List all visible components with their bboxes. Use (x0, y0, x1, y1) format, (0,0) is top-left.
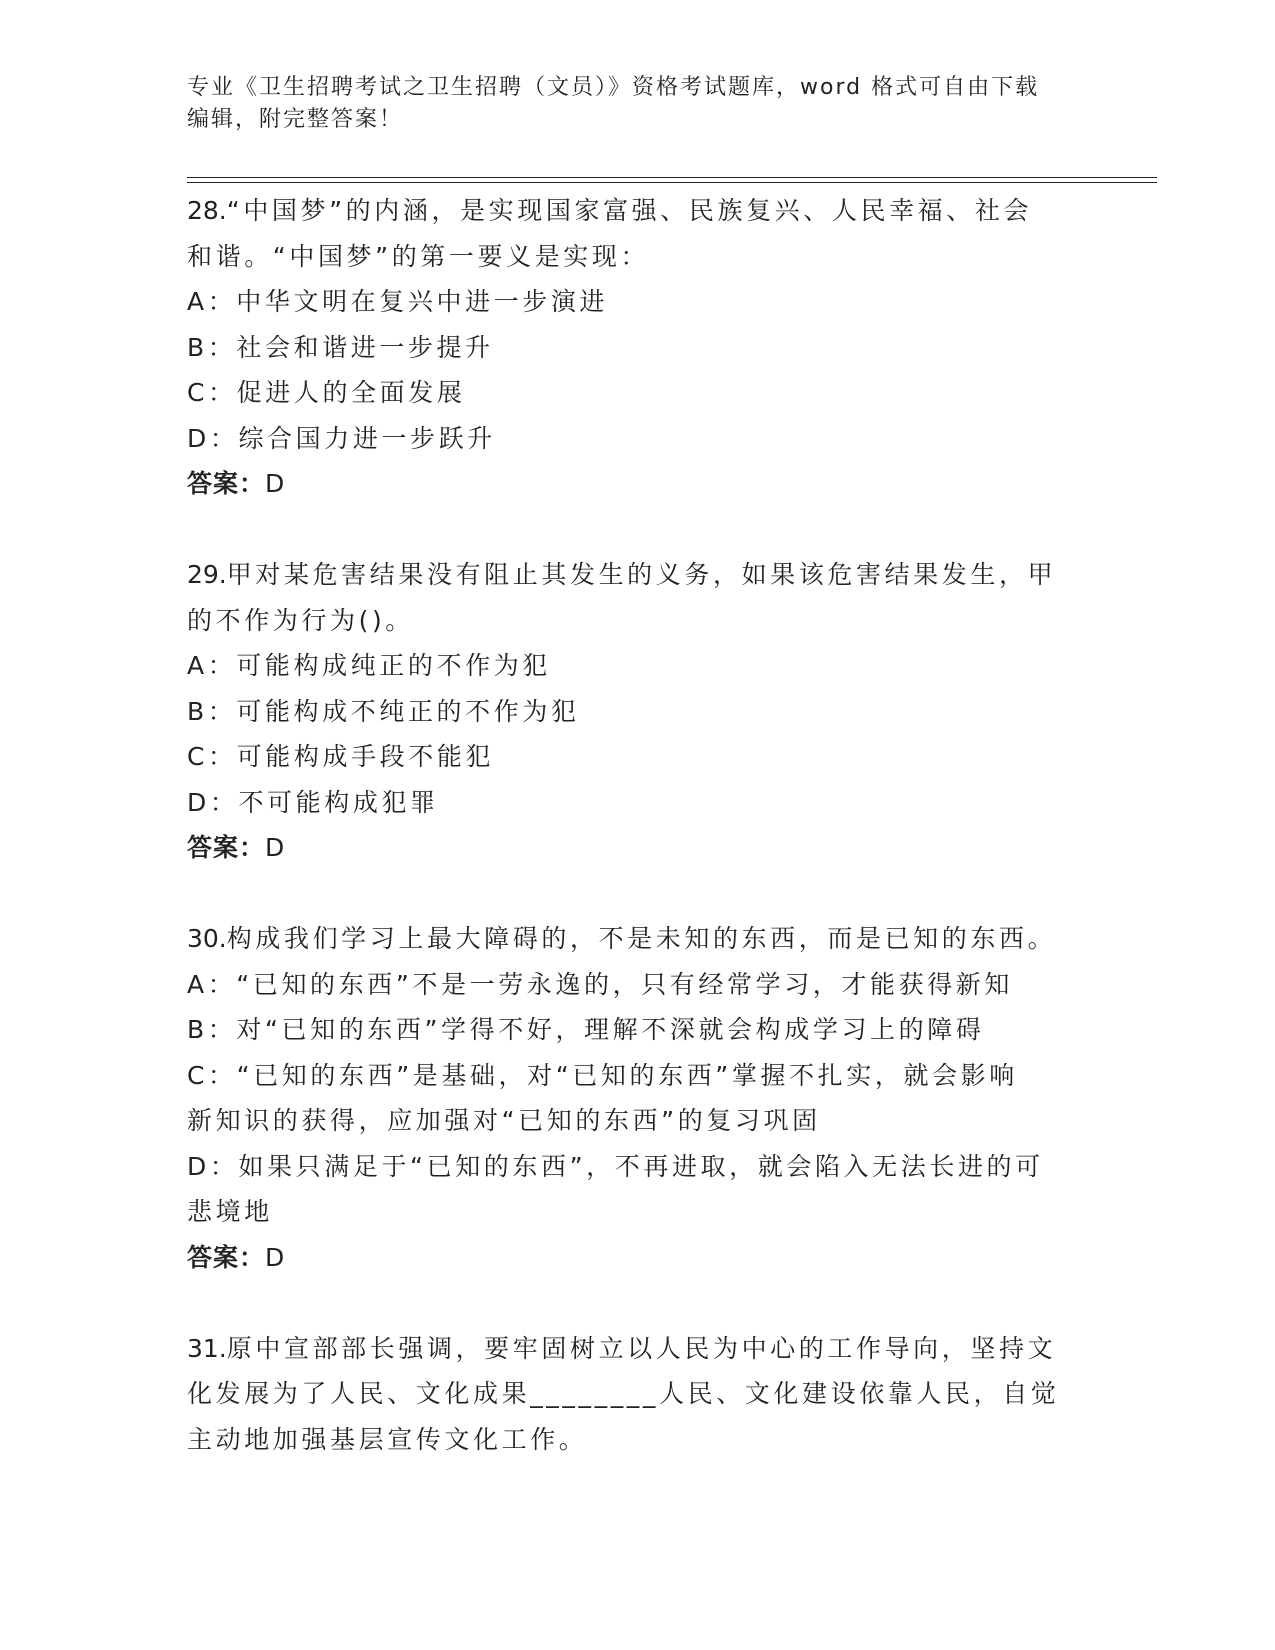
question-list (187, 188, 1077, 1462)
question-text (187, 188, 1077, 234)
answer-line (187, 461, 1077, 507)
answer-line (187, 1235, 1077, 1281)
answer-label: 答案： (187, 1242, 266, 1272)
header-divider-top (187, 177, 1157, 178)
question-line: “中国梦”的内涵，是实现国家富强、民族复兴、人民幸福、社会 (226, 196, 1033, 225)
option-d-continued: 悲境地 (187, 1197, 273, 1226)
option-d: D：综合国力进一步跃升 (187, 423, 496, 453)
option-a: A：“已知的东西”不是一劳永逸的，只有经常学习，才能获得新知 (187, 969, 1014, 999)
answer-value: D (265, 469, 286, 498)
document-header (187, 72, 1067, 136)
question-line: 主动地加强基层宣传文化工作。 (187, 1424, 588, 1454)
option-a: A：中华文明在复兴中进一步演进 (187, 287, 609, 316)
question-number: 28. (187, 196, 227, 225)
option-c: C：可能构成手段不能犯 (187, 742, 495, 771)
question-30 (187, 916, 1077, 1280)
question-number: 31. (187, 1333, 227, 1363)
option-b: B：对“已知的东西”学得不好，理解不深就会构成学习上的障碍 (187, 1015, 985, 1044)
header-line-1: 专业《卫生招聘考试之卫生招聘（文员）》资格考试题库，word 格式可自由下载 (187, 75, 1040, 100)
header-line-2: 编辑，附完整答案！ (187, 107, 404, 132)
option-c-continued: 新知识的获得，应加强对“已知的东西”的复习巩固 (187, 1106, 821, 1135)
question-line: 和谐。“中国梦”的第一要义是实现： (187, 241, 650, 271)
question-line: 的不作为行为()。 (187, 605, 414, 635)
question-31 (187, 1326, 1077, 1463)
option-a: A：可能构成纯正的不作为犯 (187, 651, 551, 680)
answer-line (187, 825, 1077, 871)
answer-label: 答案： (187, 469, 266, 498)
header-divider-bottom (187, 182, 1157, 183)
option-b: B：可能构成不纯正的不作为犯 (187, 696, 580, 726)
option-c: C：“已知的东西”是基础，对“已知的东西”掌握不扎实，就会影响 (187, 1060, 1018, 1090)
question-line: 原中宣部部长强调，要牢固树立以人民为中心的工作导向，坚持文 (226, 1333, 1057, 1363)
question-number: 29. (187, 560, 227, 589)
option-b: B：社会和谐进一步提升 (187, 332, 494, 362)
question-line: 构成我们学习上最大障碍的，不是未知的东西，而是已知的东西。 (226, 924, 1057, 953)
answer-value: D (265, 1242, 286, 1272)
question-text (187, 552, 1077, 598)
question-text (187, 1326, 1077, 1372)
option-d: D：不可能构成犯罪 (187, 787, 439, 817)
question-29 (187, 552, 1077, 871)
option-d: D：如果只满足于“已知的东西”，不再进取，就会陷入无法长进的可 (187, 1151, 1044, 1181)
question-line: 化发展为了人民、文化成果________人民、文化建设依靠人民，自觉 (187, 1379, 1060, 1408)
question-line: 甲对某危害结果没有阻止其发生的义务，如果该危害结果发生，甲 (226, 560, 1057, 589)
question-28 (187, 188, 1077, 507)
answer-label: 答案： (187, 833, 266, 862)
question-text (187, 916, 1077, 962)
answer-value: D (265, 833, 286, 862)
question-number: 30. (187, 924, 227, 953)
option-c: C：促进人的全面发展 (187, 378, 466, 407)
